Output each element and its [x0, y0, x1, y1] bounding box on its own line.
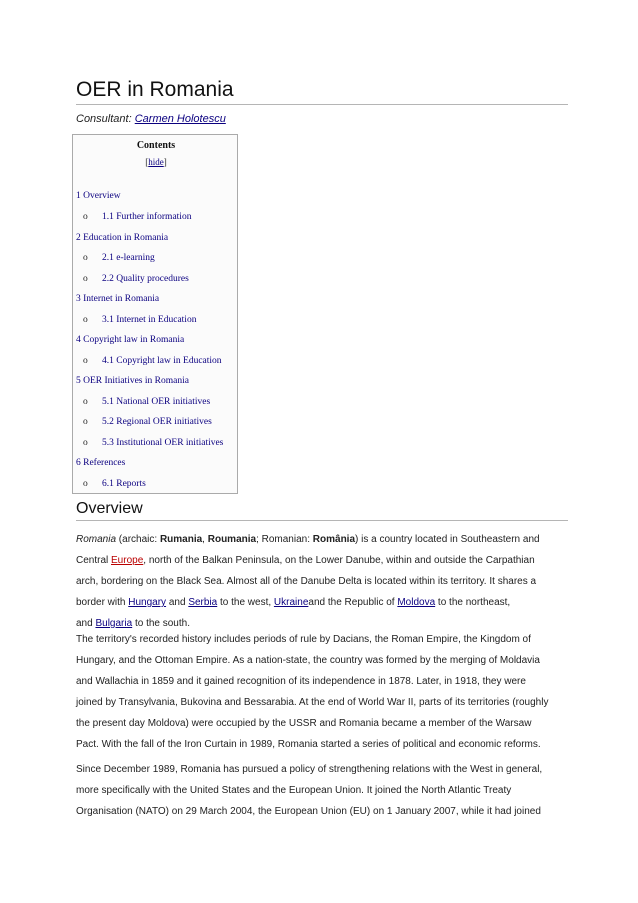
toc-hide-close: ] [163, 157, 167, 167]
text-run: to the west, [217, 597, 274, 608]
toc-item[interactable] [76, 233, 168, 243]
toc-item-label: 3.1 Internet in Education [102, 315, 197, 325]
paragraph-line: the present day Moldova) were occupied by the USSR and Romania became a member of the Warsaw [76, 718, 532, 729]
text-run: Romania [76, 534, 117, 545]
link-moldova[interactable]: Moldova [397, 597, 436, 608]
paragraph-line [76, 555, 535, 566]
text-run: border with [76, 597, 129, 608]
paragraph-line [76, 534, 540, 545]
toc-item-label: 2.2 Quality procedures [102, 274, 189, 284]
toc-item-label: 4.1 Copyright law in Education [102, 356, 222, 366]
toc-item[interactable] [76, 294, 159, 304]
text-run: Roumania [207, 534, 257, 545]
text-run: and [166, 597, 189, 608]
text-run: ; Romanian: [256, 534, 313, 545]
link-hungary[interactable]: Hungary [128, 597, 167, 608]
paragraph-line: Since December 1989, Romania has pursued a policy of strengthening relations with the West in general, [76, 764, 543, 775]
text-run: ) is a country located in Southeastern and [355, 534, 540, 545]
consultant-label: Consultant: [76, 113, 132, 125]
paragraph-line: Pact. With the fall of the Iron Curtain in 1989, Romania started a series of political and economic reforms. [76, 739, 541, 750]
toc-item[interactable] [76, 376, 189, 386]
toc-bullet: o [83, 212, 88, 222]
toc-item-label: 5.3 Institutional OER initiatives [102, 438, 224, 448]
toc-subitem[interactable] [76, 212, 191, 222]
paragraph-line [76, 618, 190, 629]
text-run: , north of the Balkan Peninsula, on the Lower Danube, within and outside the Carpathian [143, 555, 535, 566]
paragraph-line: arch, bordering on the Black Sea. Almost all of the Danube Delta is located within its territory. It shares a [76, 576, 537, 587]
paragraph-line: joined by Transylvania, Bukovina and Bessarabia. At the end of World War II, parts of its territories (roughly [76, 697, 549, 708]
toc-subitem[interactable] [76, 479, 146, 489]
link-bulgaria[interactable]: Bulgaria [95, 618, 133, 629]
toc-item-label: 5 OER Initiatives in Romania [76, 376, 189, 386]
toc-bullet: o [83, 417, 88, 427]
consultant-link[interactable]: Carmen Holotescu [134, 113, 226, 125]
toc-subitem[interactable] [76, 253, 155, 263]
toc-item-label: 2.1 e-learning [102, 253, 155, 263]
toc-item-label: 2 Education in Romania [76, 233, 169, 243]
toc-bullet: o [83, 479, 88, 489]
text-run: and [76, 618, 96, 629]
toc-title: Contents [136, 140, 176, 151]
paragraph-line: more specifically with the United States and the European Union. It joined the North Atlantic Treaty [76, 785, 512, 796]
link-ukraine[interactable]: Ukraine [273, 597, 309, 608]
toc-item-label: 1 Overview [76, 191, 121, 201]
consultant-line [76, 113, 226, 125]
paragraph-line: The territory's recorded history includes periods of rule by Dacians, the Roman Empire, the Kingdom of [76, 634, 531, 645]
paragraph-line: Organisation (NATO) on 29 March 2004, the European Union (EU) on 1 January 2007, while it had joined [76, 806, 541, 817]
text-run: România [312, 534, 356, 545]
toc-hide [73, 157, 239, 167]
toc-subitem[interactable] [76, 274, 189, 284]
text-run: to the south. [132, 618, 190, 629]
link-europe[interactable]: Europe [111, 555, 144, 566]
toc-item[interactable] [76, 335, 184, 345]
text-run: Central [76, 555, 112, 566]
toc-bullet: o [83, 356, 88, 366]
text-run: Rumania [159, 534, 203, 545]
page-title: OER in Romania [76, 78, 568, 105]
toc-item-label: 1.1 Further information [102, 212, 192, 222]
toc-item-label: 5.1 National OER initiatives [102, 397, 211, 407]
toc-hide-link[interactable]: hide [148, 157, 164, 167]
toc-item-label: 5.2 Regional OER initiatives [102, 417, 212, 427]
toc-item-label: 6.1 Reports [102, 479, 146, 489]
link-serbia[interactable]: Serbia [188, 597, 218, 608]
toc-bullet: o [83, 253, 88, 263]
toc-item[interactable] [76, 458, 125, 468]
toc-subitem[interactable] [76, 315, 196, 325]
toc-item-label: 4 Copyright law in Romania [76, 335, 185, 345]
toc-hide-open: [ [145, 157, 149, 167]
toc-subitem[interactable] [76, 438, 223, 448]
toc-subitem[interactable] [76, 356, 222, 366]
text-run: and the Republic of [308, 597, 398, 608]
toc-bullet: o [83, 397, 88, 407]
toc-item[interactable] [76, 191, 121, 201]
toc-item-label: 6 References [76, 458, 126, 468]
section-heading-overview: Overview [76, 500, 568, 521]
paragraph-line: Hungary, and the Ottoman Empire. As a nation-state, the country was formed by the merging of Moldavia [76, 655, 540, 666]
paragraph-line: and Wallachia in 1859 and it gained recognition of its independence in 1878. Later, in 1918, they were [76, 676, 526, 687]
text-run: (archaic: [116, 534, 160, 545]
table-of-contents [72, 134, 238, 494]
toc-item-label: 3 Internet in Romania [76, 294, 160, 304]
text-run: to the northeast, [435, 597, 511, 608]
text-run: , [202, 534, 208, 545]
paragraph-line [76, 597, 510, 608]
toc-subitem[interactable] [76, 417, 212, 427]
toc-subitem[interactable] [76, 397, 210, 407]
toc-bullet: o [83, 315, 88, 325]
toc-bullet: o [83, 274, 88, 284]
toc-bullet: o [83, 438, 88, 448]
